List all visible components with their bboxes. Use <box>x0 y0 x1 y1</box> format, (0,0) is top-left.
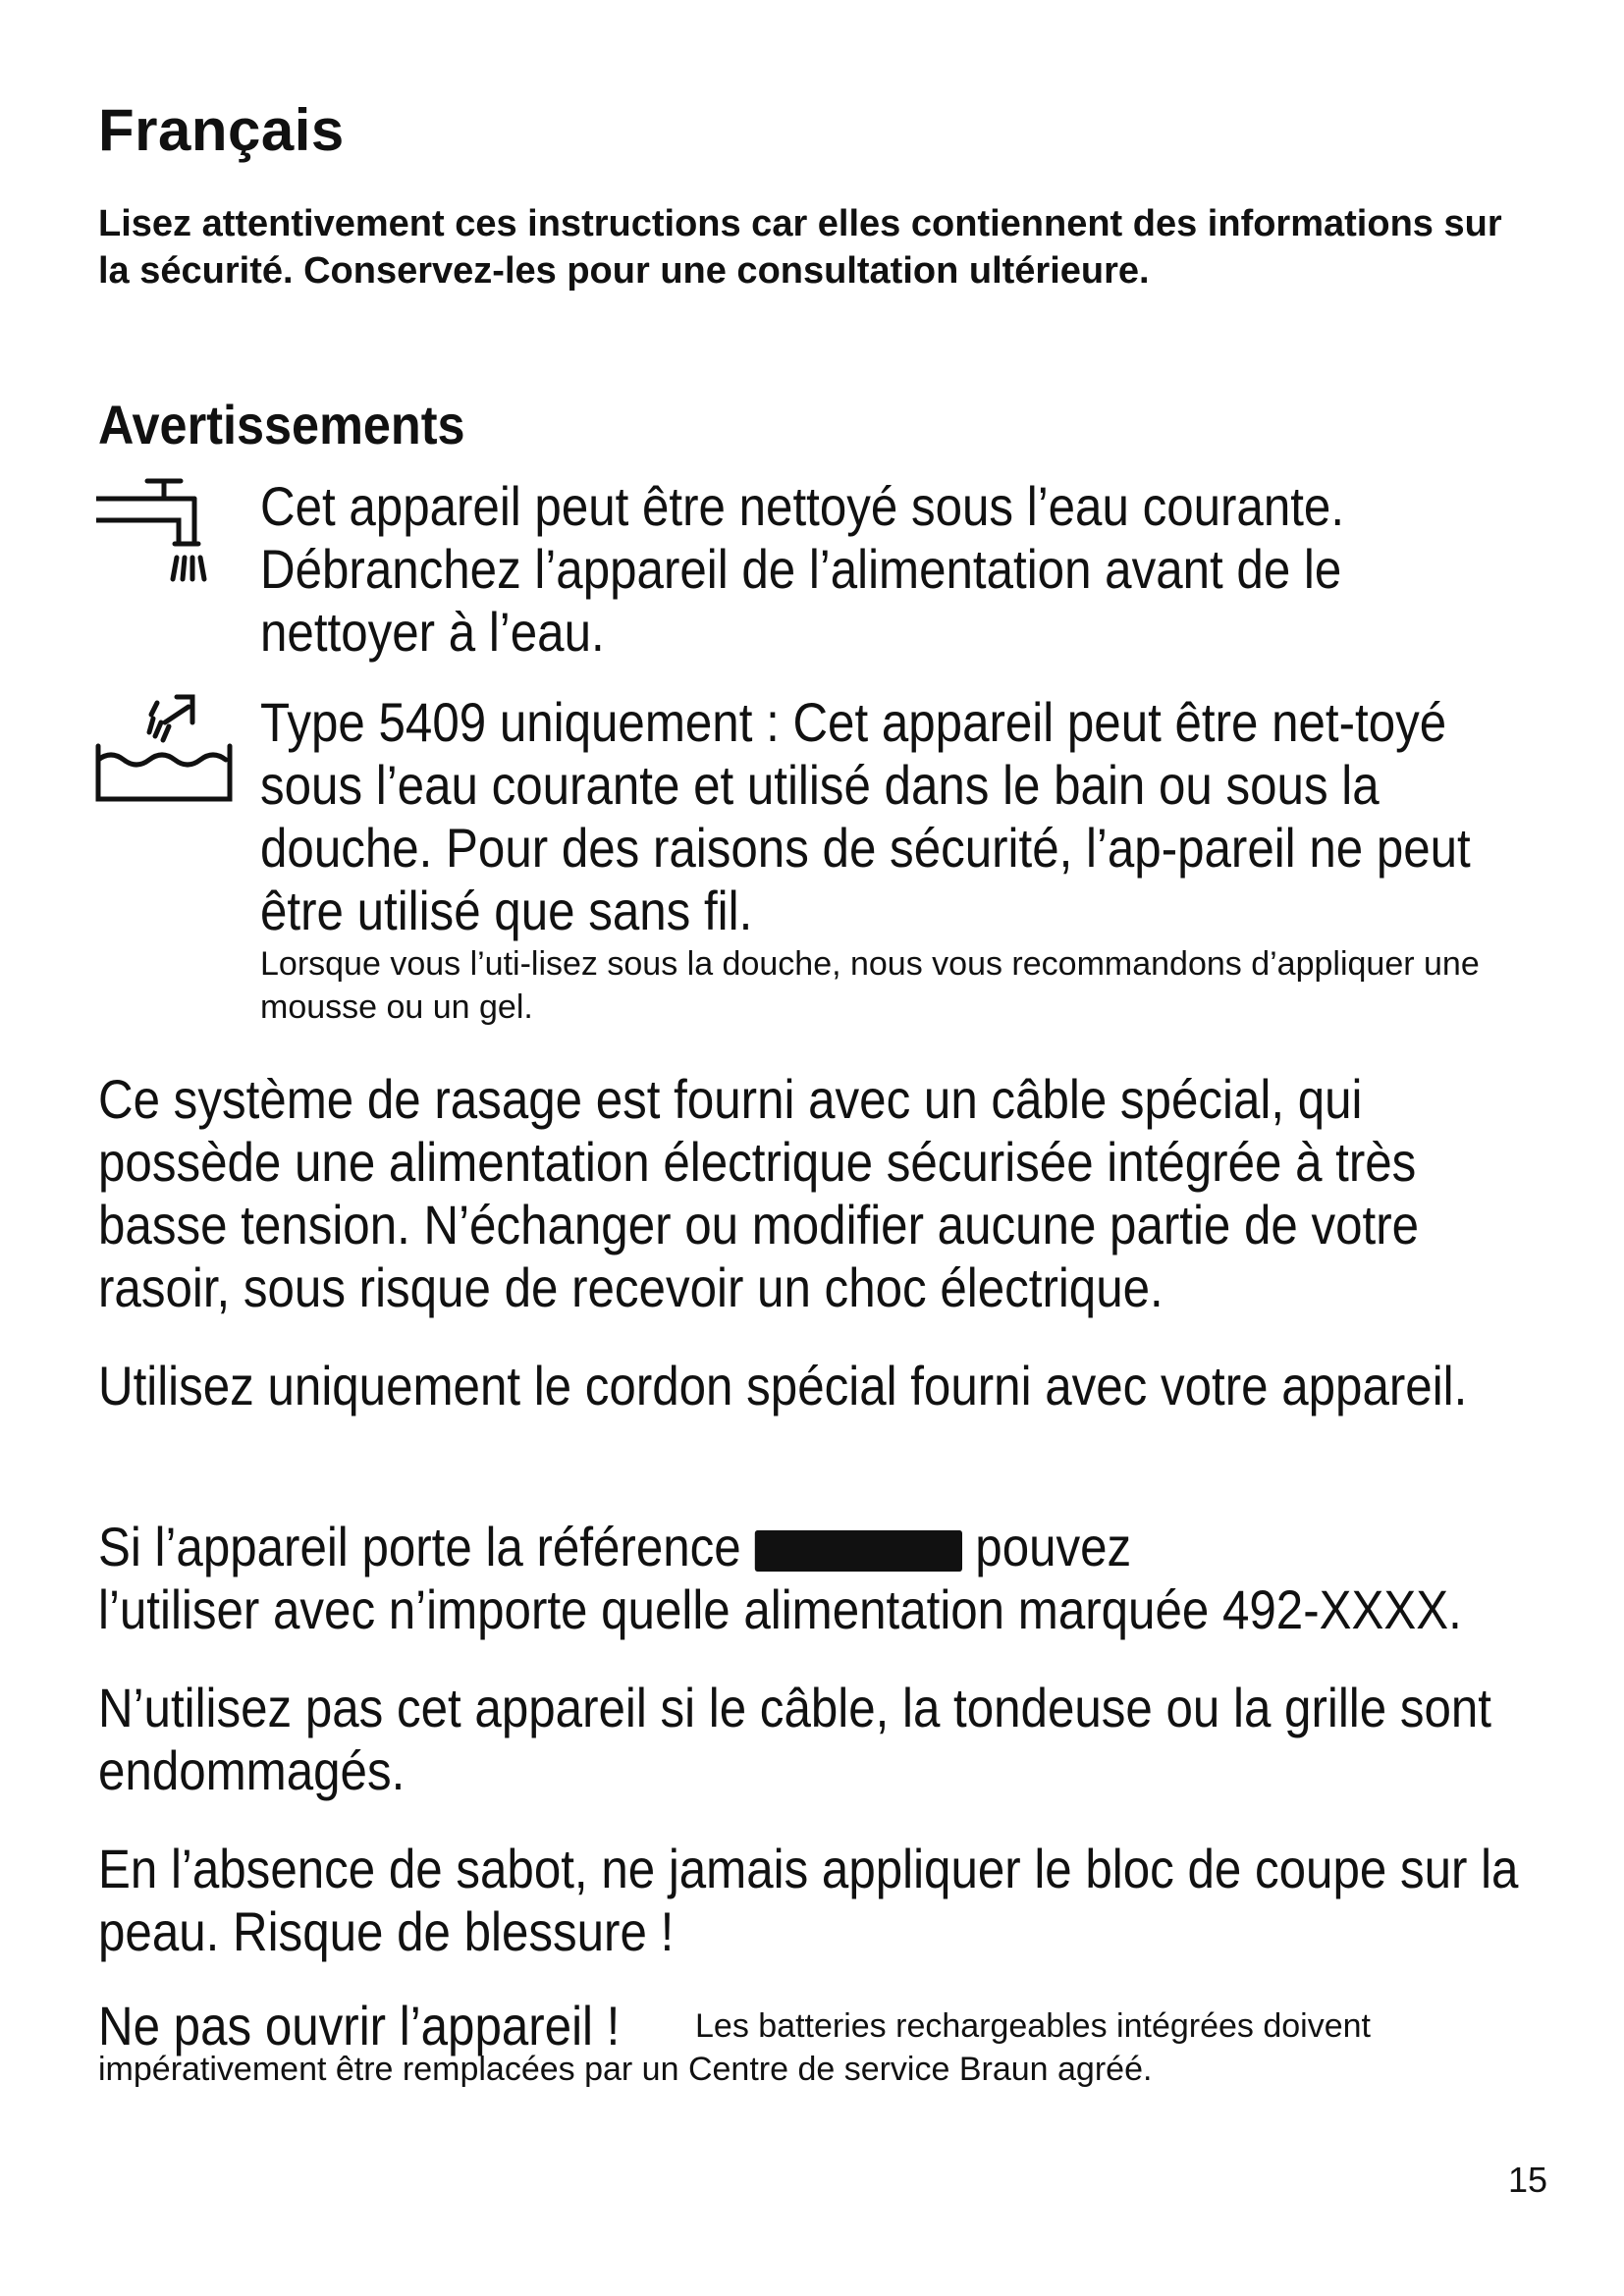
bath-shower-icon <box>94 693 242 811</box>
do-not-open-heading: Ne pas ouvrir l’appareil ! <box>98 1995 621 2056</box>
damaged-paragraph: N’utilisez pas cet appareil si le câble, la tondeuse ou la grille sont endommagés. <box>98 1677 1491 1801</box>
reference-paragraph <box>98 1516 1567 1641</box>
tap-warning-text: Cet appareil peut être nettoyé sous l’eau courante. Débranchez l’appareil de l’alimentation avant de le nettoyer à l’eau. <box>260 475 1345 663</box>
redacted-reference <box>754 1530 961 1572</box>
safety-supply-paragraph: Ce système de rasage est fourni avec un câble spécial, qui possède une alimentation électrique sécurisée intégrée à très basse tension. N’échanger ou modifier aucune partie de votre rasoir, sous risque de recevoir un choc électrique. <box>98 1068 1420 1318</box>
bath-warning-text: Type 5409 uniquement : Cet appareil peut être net-toyé sous l’eau courante et utilisé dans le bain ou sous la douche. Pour des raisons de sécurité, l’ap-pareil ne peut être utilisé que sans fil. <box>260 691 1471 941</box>
reference-suffix: pouvez <box>975 1516 1132 1577</box>
intro-text: Lisez attentivement ces instructions car elles contiennent des informations sur la sécurité. Conservez-les pour une consultation ultérieure. <box>98 203 1502 292</box>
reference-prefix: Si l’appareil porte la référence <box>98 1516 741 1577</box>
warnings-heading: Avertissements <box>98 394 465 455</box>
batteries-paragraph: Les batteries rechargeables intégrées doivent impérativement être remplacées par un Centre de service Braun agréé. <box>98 2007 1371 2088</box>
language-heading: Français <box>98 97 345 163</box>
reference-line-2: l’utiliser avec n’importe quelle alimentation marquée 492-XXXX. <box>98 1578 1462 1640</box>
no-comb-paragraph: En l’absence de sabot, ne jamais appliquer le bloc de coupe sur la peau. Risque de blessure ! <box>98 1838 1519 1962</box>
water-tap-icon <box>96 477 234 585</box>
cord-only-paragraph: Utilisez uniquement le cordon spécial fourni avec votre appareil. <box>98 1355 1468 1416</box>
page-number: 15 <box>1507 2160 1547 2200</box>
bath-warning-note: Lorsque vous l’uti-lisez sous la douche, nous vous recommandons d’appliquer une mousse ou un gel. <box>260 945 1480 1026</box>
